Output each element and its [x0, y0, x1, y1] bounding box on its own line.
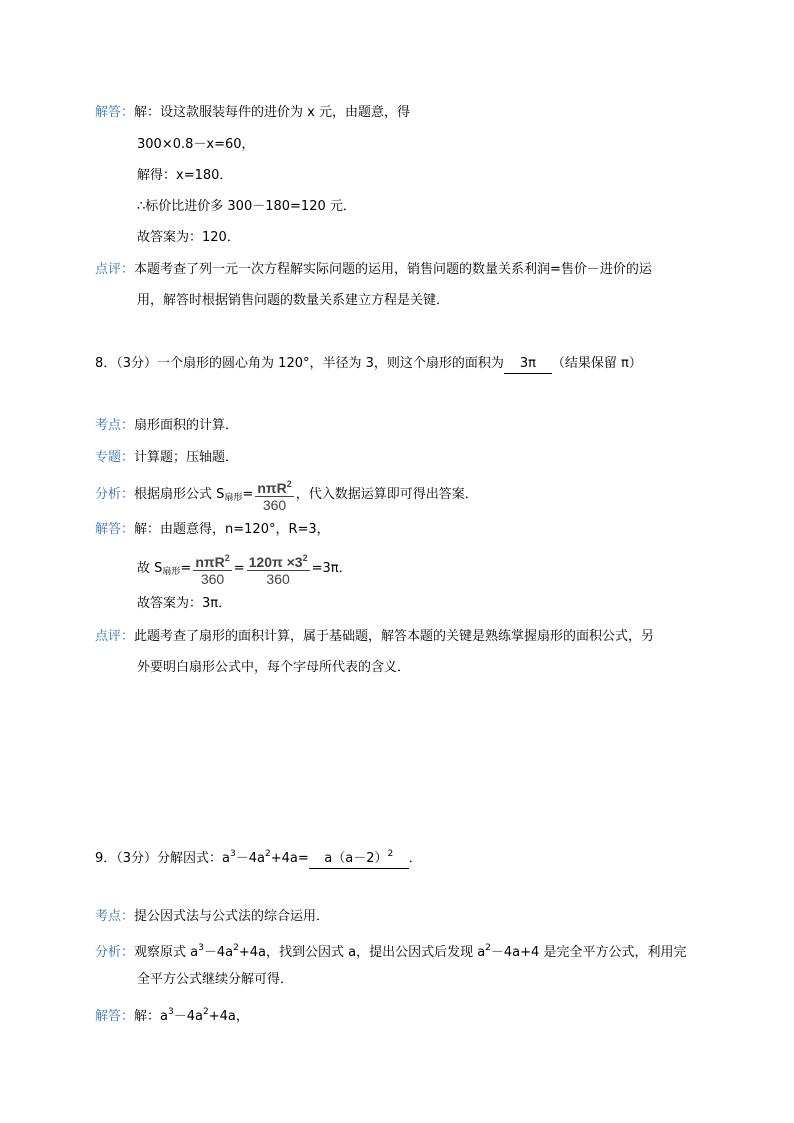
comment-tag: 点评： — [95, 262, 135, 277]
question-9-stem — [95, 845, 422, 869]
q9-fx-sup2: 2 — [233, 943, 239, 953]
q9-sup1: 3 — [230, 849, 236, 859]
frac1-num — [193, 550, 231, 571]
comment-line-1 — [95, 261, 652, 279]
q9-fx-sup1: 3 — [198, 943, 204, 953]
q9-fenxi-2: 全平方公式继续分解可得． — [137, 972, 294, 987]
q8-answer-blank: 3π — [504, 355, 552, 374]
q8-kaodian — [95, 417, 238, 435]
comment-line-2: 用，解答时根据销售问题的数量关系建立方程是关键． — [137, 293, 450, 308]
zhuanti-tag: 专题： — [95, 450, 135, 465]
fraction-denominator: 360 — [262, 497, 287, 513]
kaodian-tag: 考点： — [95, 418, 135, 433]
q9-fenxi-1 — [95, 939, 686, 962]
q8-fenxi — [95, 476, 478, 516]
frac2-den: 360 — [266, 571, 290, 587]
q9-jd-sup2: 2 — [202, 1007, 209, 1017]
frac1-den: 360 — [200, 571, 225, 587]
answer-line-4: ∴标价比进价多 300－180=120 元． — [137, 199, 356, 214]
q8-stem-post: （结果保留 π） — [551, 356, 642, 371]
zhuanti-text: 计算题；压轴题． — [134, 450, 239, 465]
jieda2-fraction-1 — [193, 550, 231, 587]
q9-kaodian-tag: 考点： — [95, 909, 135, 924]
answer-line-3: 解得：x=180． — [137, 168, 233, 183]
answer-text: 解：设这款服装每件的进价为 x 元，由题意，得 — [134, 105, 410, 120]
jieda-tag: 解答： — [95, 522, 135, 537]
q8-jieda-3: 故答案为：3π． — [137, 596, 232, 611]
q8-dianping-1 — [95, 628, 654, 646]
q8-dianping-2: 外要明白扇形公式中，每个字母所代表的含义． — [137, 660, 411, 675]
answer-line-1 — [95, 104, 410, 122]
q9-fx-c: +4a，找到公因式 a，提出公因式后发现 a — [238, 945, 486, 960]
answer-line-5: 故答案为：120． — [137, 230, 240, 245]
jieda2-pre: 故 S — [137, 561, 163, 576]
q9-jd-sup1: 3 — [167, 1007, 174, 1017]
jieda2-eq2: = — [233, 561, 245, 576]
equals: = — [242, 487, 254, 502]
q9-jd-c: +4a， — [208, 1009, 249, 1024]
frac2-num — [247, 550, 310, 571]
q9-blank-text: a（a－2） — [324, 851, 388, 866]
q9-fenxi-tag: 分析： — [95, 945, 135, 960]
jieda2-eq: = — [180, 561, 192, 576]
fenxi-text-pre: 根据扇形公式 S — [134, 487, 225, 502]
q8-jieda-1 — [95, 521, 330, 539]
q9-blank-sup: 2 — [387, 849, 394, 859]
q9-fx-b: －4a — [203, 945, 234, 960]
jieda2-fraction-2 — [247, 550, 310, 587]
formula-fraction — [255, 476, 293, 513]
fraction-numerator — [255, 476, 293, 497]
answer-tag: 解答： — [95, 105, 135, 120]
fenxi-tag: 分析： — [95, 487, 135, 502]
q9-jieda-tag: 解答： — [95, 1009, 135, 1024]
q9-stem-mid2: +4a= — [270, 851, 309, 866]
q8-stem-pre: 8．（3分）一个扇形的圆心角为 120°，半径为 3，则这个扇形的面积为 — [95, 356, 504, 371]
frac2-num-text: 120π ×3 — [248, 554, 303, 570]
q9-sup2: 2 — [265, 849, 271, 859]
q9-fx-sup3: 2 — [485, 943, 491, 953]
dianping-text-1: 此题考查了扇形的面积计算，属于基础题，解答本题的关键是熟练掌握扇形的面积公式，另 — [134, 629, 655, 644]
q9-jd-a: 解：a — [134, 1009, 168, 1024]
frac2-sup: 2 — [302, 553, 308, 563]
jieda-text-1: 解：由题意得，n=120°，R=3， — [134, 522, 330, 537]
q9-kaodian — [95, 908, 329, 926]
frac1-num-text: nπR — [195, 554, 225, 570]
q9-answer-blank — [309, 845, 409, 869]
numerator-sup: 2 — [286, 479, 292, 489]
dianping-tag: 点评： — [95, 629, 135, 644]
jieda2-sub: 扇形 — [162, 567, 181, 577]
frac1-sup: 2 — [224, 553, 230, 563]
q9-stem-post: ． — [408, 851, 422, 866]
comment-text: 本题考查了列一元一次方程解实际问题的运用，销售问题的数量关系利润=售价－进价的运 — [134, 262, 652, 277]
answer-line-2: 300×0.8－x=60， — [137, 137, 255, 152]
q9-fx-a: 观察原式 a — [134, 945, 199, 960]
q9-jieda-1 — [95, 1003, 249, 1026]
q9-kaodian-text: 提公因式法与公式法的综合运用． — [134, 909, 330, 924]
jieda2-post: =3π． — [311, 561, 352, 576]
kaodian-text: 扇形面积的计算． — [134, 418, 239, 433]
q9-fx-d: －4a+4 是完全平方公式，利用完 — [490, 945, 687, 960]
q8-zhuanti — [95, 449, 238, 467]
q9-stem-mid: －4a — [235, 851, 265, 866]
fenxi-text-post: ，代入数据运算即可得出答案． — [295, 487, 478, 502]
numerator-text: nπR — [257, 480, 287, 496]
question-8-stem — [95, 355, 642, 374]
q8-jieda-2 — [137, 550, 352, 590]
subscript-shanxing: 扇形 — [224, 493, 243, 503]
q9-stem-pre: 9．（3分）分解因式：a — [95, 851, 231, 866]
q9-jd-b: －4a — [173, 1009, 203, 1024]
